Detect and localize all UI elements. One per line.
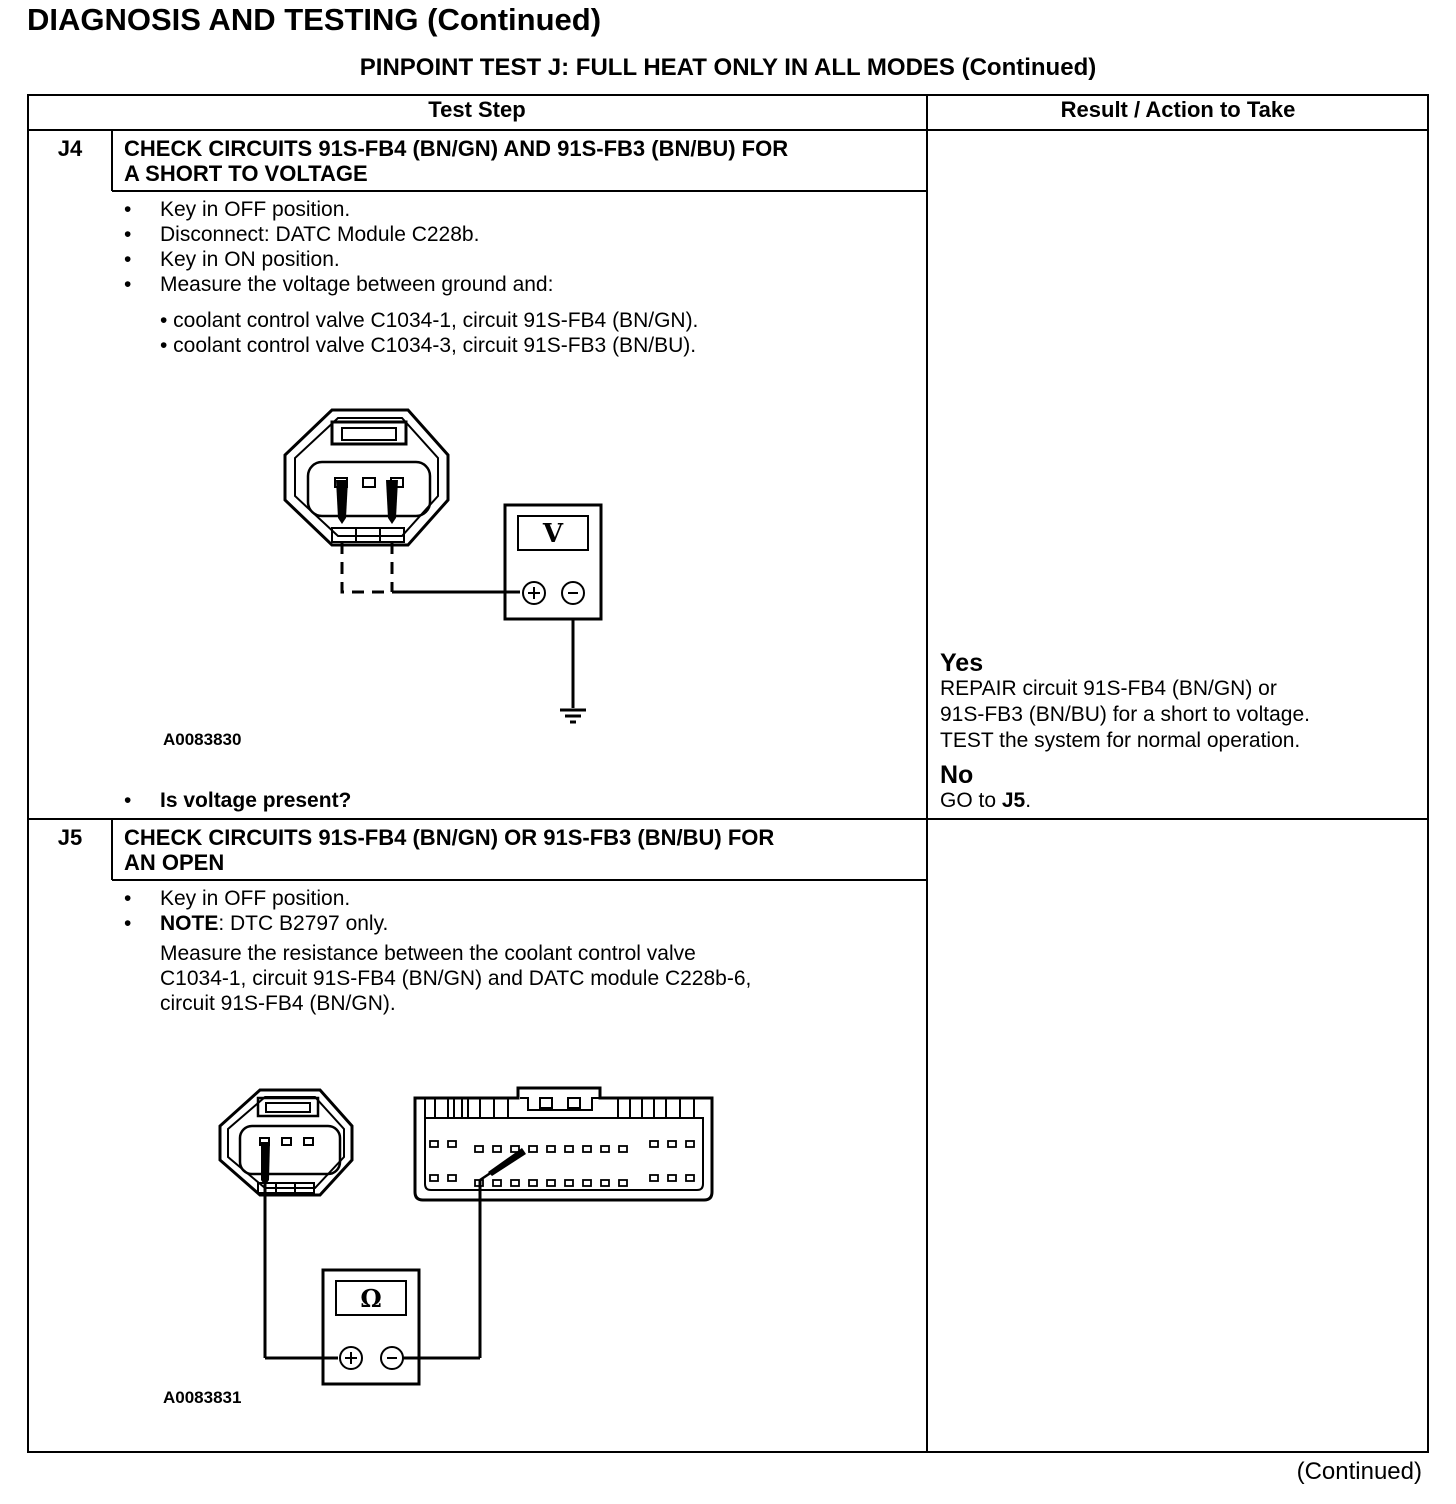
j4-step-list: [124, 197, 553, 297]
ohmmeter-symbol: Ω: [360, 1284, 382, 1313]
list-item: • Disconnect: DATC Module C228b.: [124, 223, 480, 246]
page-header: DIAGNOSIS AND TESTING (Continued): [27, 2, 602, 37]
list-item: • coolant control valve C1034-3, circuit 91S-FB3 (BN/BU).: [160, 334, 697, 357]
voltmeter-symbol: V: [542, 519, 564, 549]
step-id-j4: J4: [57, 136, 83, 161]
column-divider: [926, 94, 928, 1453]
pinpoint-test-title: PINPOINT TEST J: FULL HEAT ONLY IN ALL MODES (Continued): [359, 54, 1097, 81]
j4-question: • Is voltage present?: [124, 789, 352, 812]
column-header-test-step: Test Step: [428, 97, 526, 122]
step-id-j5: J5: [57, 825, 83, 850]
column-header-result: Result / Action to Take: [1060, 97, 1296, 122]
list-item: • Key in ON position.: [124, 248, 340, 271]
list-item: • Key in OFF position.: [124, 198, 351, 221]
j5-step-list: [124, 886, 388, 936]
row-divider: [27, 818, 1429, 820]
j4-result: Yes REPAIR circuit 91S-FB4 (BN/GN) or 91S-FB3 (BN/BU) for a short to voltage. TEST the system for normal operation. No GO to J5.: [940, 649, 1310, 812]
j5-resistance-diagram: [210, 1080, 730, 1390]
figure-id-j4: A0083830: [163, 730, 242, 749]
result-yes-label: Yes: [940, 649, 984, 677]
result-no-action: GO to J5.: [940, 789, 1032, 812]
j5-title-rule: [112, 879, 927, 881]
list-item: • coolant control valve C1034-1, circuit 91S-FB4 (BN/GN).: [160, 309, 699, 332]
figure-id-j5: A0083831: [163, 1388, 242, 1407]
j4-title-rule: [112, 190, 927, 192]
j4-sub-list: [160, 308, 698, 358]
j5-paragraph: Measure the resistance between the coolant control valve C1034-1, circuit 91S-FB4 (BN/GN) and DATC module C228b-6, circuit 91S-FB4 (BN/GN).: [160, 942, 752, 1015]
j4-voltage-diagram: [270, 400, 620, 730]
list-item: • Key in OFF position.: [124, 887, 351, 910]
continued-note: (Continued): [1296, 1458, 1422, 1485]
step-title-j4: CHECK CIRCUITS 91S-FB4 (BN/GN) AND 91S-FB3 (BN/BU) FOR A SHORT TO VOLTAGE: [124, 136, 789, 186]
list-item: • NOTE: DTC B2797 only.: [124, 912, 389, 935]
result-no-label: No: [940, 761, 974, 789]
header-rule: [27, 129, 1429, 131]
step-title-j5: CHECK CIRCUITS 91S-FB4 (BN/GN) OR 91S-FB3 (BN/BU) FOR AN OPEN: [124, 825, 775, 875]
list-item: • Measure the voltage between ground and:: [124, 273, 554, 296]
